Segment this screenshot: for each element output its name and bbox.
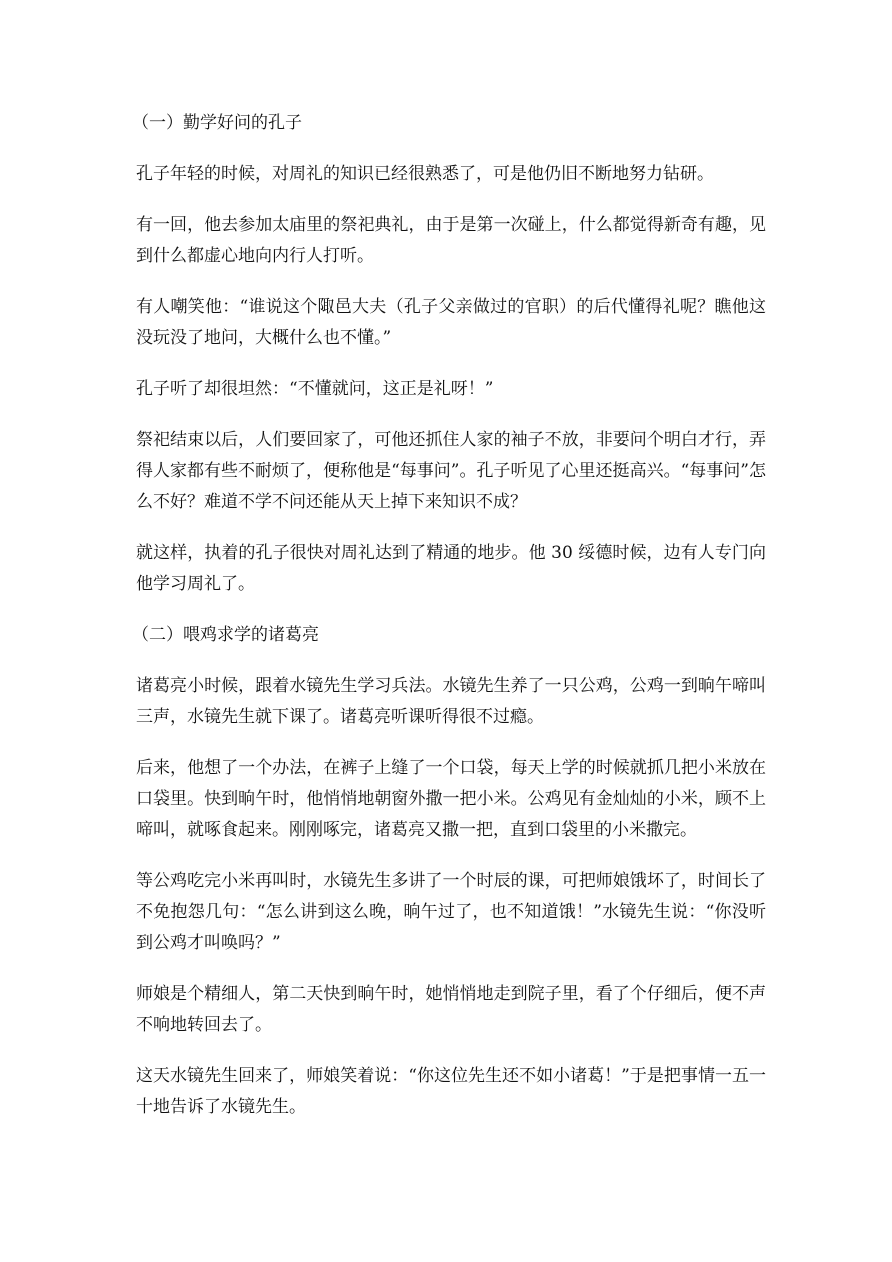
section-heading-1: （一）勤学好问的孔子 bbox=[132, 113, 302, 133]
paragraph: 有一回，他去参加太庙里的祭祀典礼，由于是第一次碰上，什么都觉得新奇有趣，见到什么都虚心地向内行人打听。 bbox=[136, 215, 766, 266]
paragraph: 等公鸡吃完小米再叫时，水镜先生多讲了一个时辰的课，可把师娘饿坏了，时间长了不免抱怨几句：“怎么讲到这么晚，晌午过了，也不知道饿！”水镜先生说：“你没听到公鸡才叫唤吗？” bbox=[136, 871, 766, 953]
section-heading-2: （二）喂鸡求学的诸葛亮 bbox=[132, 625, 319, 645]
paragraph: 后来，他想了一个办法，在裤子上缝了一个口袋，每天上学的时候就抓几把小米放在口袋里。快到晌午时，他悄悄地朝窗外撒一把小米。公鸡见有金灿灿的小米，顾不上啼叫，就啄食起来。刚刚啄完，诸葛亮又撒一把，直到口袋里的小米撒完。 bbox=[136, 758, 766, 840]
paragraph: 就这样，执着的孔子很快对周礼达到了精通的地步。他 30 绥德时候，边有人专门向他学习周礼了。 bbox=[136, 543, 766, 594]
paragraph: 祭祀结束以后，人们要回家了，可他还抓住人家的袖子不放，非要问个明白才行，弄得人家都有些不耐烦了，便称他是“每事问”。孔子听见了心里还挺高兴。“每事问”怎么不好？难道不学不问还能从天上掉下来知识不成？ bbox=[136, 430, 766, 512]
paragraph: 孔子听了却很坦然：“不懂就问，这正是礼呀！” bbox=[136, 379, 494, 399]
paragraph: 有人嘲笑他：“谁说这个陬邑大夫（孔子父亲做过的官职）的后代懂得礼呢？瞧他这没玩没了地问，大概什么也不懂。” bbox=[136, 297, 766, 348]
paragraph: 孔子年轻的时候，对周礼的知识已经很熟悉了，可是他仍旧不断地努力钻研。 bbox=[136, 164, 714, 184]
paragraph: 诸葛亮小时候，跟着水镜先生学习兵法。水镜先生养了一只公鸡，公鸡一到晌午啼叫三声，水镜先生就下课了。诸葛亮听课听得很不过瘾。 bbox=[136, 676, 766, 727]
paragraph: 师娘是个精细人，第二天快到晌午时，她悄悄地走到院子里，看了个仔细后，便不声不响地转回去了。 bbox=[136, 984, 766, 1035]
document-body bbox=[132, 108, 766, 1143]
paragraph: 这天水镜先生回来了，师娘笑着说：“你这位先生还不如小诸葛！”于是把事情一五一十地告诉了水镜先生。 bbox=[136, 1066, 766, 1117]
